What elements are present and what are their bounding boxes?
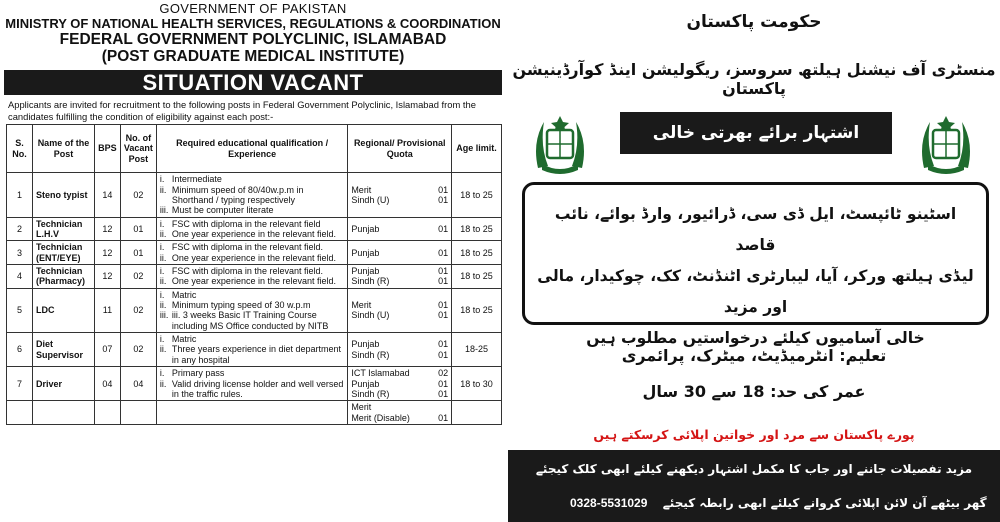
institute-heading: (POST GRADUATE MEDICAL INSTITUTE) [101,48,405,66]
quota-line [351,350,448,360]
qualification-text: Intermediate [171,174,222,185]
quota-region: Punjab [351,247,380,258]
qualification-number: ii. [159,252,167,263]
qualification-line [160,266,344,276]
table-row [7,173,502,217]
qualification-text: Minimum typing speed of 30 w.p.m [171,300,311,311]
quota-line [351,379,448,389]
urdu-title-box: اشتہار برائے بھرتی خالی آسامیاں [620,112,892,154]
quota-count: 02 [438,368,449,379]
quota-line [351,339,448,349]
cell-vacant [120,401,156,425]
cell-age [452,401,502,425]
quota-count: 01 [438,276,449,287]
quota-line [351,185,448,195]
quota-region: Sindh (R) [351,388,390,399]
cell-bps: 07 [94,333,120,367]
cell-age: 18 to 30 [452,367,502,401]
cell-bps [94,401,120,425]
cell-post [32,401,94,425]
quota-line [351,276,448,286]
col-header-quota: Regional/ Provisional Quota [348,125,452,173]
quota-region: Punjab [351,223,380,234]
qualification-text: FSC with diploma in the relevant field. [171,266,323,277]
cell-qualification [156,367,347,401]
table-body [7,173,502,425]
state-emblem-left-icon [530,112,590,174]
qualification-number: ii. [159,276,167,287]
quota-line [351,224,448,234]
qualification-line [160,219,344,229]
table-row [7,217,502,241]
qualification-number: ii. [159,300,167,311]
cell-quota [348,265,452,289]
cell-sno: 7 [7,367,33,401]
quota-region: Merit [351,402,372,413]
qualification-number: i. [159,368,165,379]
quota-line [351,402,448,412]
qualification-line [160,290,344,300]
ad-header [0,0,506,66]
urdu-contact-text: گھر بیٹھے آن لائن اپلائی کروانے کیلئے ابھی رابطہ کیجئے [662,496,987,510]
table-header-row [7,125,502,173]
cell-bps: 14 [94,173,120,217]
qualification-line [160,310,344,331]
quota-count: 01 [438,223,449,234]
qualification-line [160,334,344,344]
urdu-eligibility-note: پورے پاکستان سے مرد اور خواتین اپلائی کرسکتے ہیں [593,427,915,442]
quota-region: ICT Islamabad [351,368,410,379]
qualification-text: FSC with diploma in the relevant field. [171,242,323,253]
cell-vacant: 02 [120,333,156,367]
cell-qualification [156,265,347,289]
cell-vacant: 01 [120,217,156,241]
cell-post: LDC [32,288,94,332]
cell-bps: 11 [94,288,120,332]
cell-vacant: 02 [120,288,156,332]
col-header-age: Age limit. [452,125,502,173]
ministry-heading: MINISTRY OF NATIONAL HEALTH SERVICES, REGULATIONS & COORDINATION [5,15,501,31]
qualification-text: Three years experience in diet department in any hospital [171,344,341,365]
qualification-text: One year experience in the relevant field. [171,276,337,287]
cell-age: 18 to 25 [452,173,502,217]
cell-qualification [156,333,347,367]
cell-sno: 1 [7,173,33,217]
qualification-text: Primary pass [171,368,225,379]
quota-line [351,266,448,276]
col-header-sno: S. No. [7,125,33,173]
quota-region: Punjab [351,266,380,277]
quota-count: 01 [438,388,449,399]
cell-sno: 5 [7,288,33,332]
cell-post: Technician L.H.V [32,217,94,241]
qualification-text: Must be computer literate [171,205,274,216]
quota-count: 01 [438,339,449,350]
col-header-qualification: Required educational qualification / Experience [156,125,347,173]
cell-qualification [156,217,347,241]
qualification-text: One year experience in the relevant field. [171,229,337,240]
cell-age: 18 to 25 [452,265,502,289]
table-row [7,265,502,289]
qualification-text: One year experience in the relevant field. [171,252,337,263]
govt-heading: GOVERNMENT OF PAKISTAN [159,1,347,16]
cell-quota [348,217,452,241]
contact-phone[interactable]: 0328-5531029 [570,496,648,510]
cell-quota [348,333,452,367]
qualification-line [160,229,344,239]
qualification-text: Matric [171,334,197,345]
qualification-line [160,242,344,252]
quota-line [351,195,448,205]
qualification-line [160,368,344,378]
quota-region: Sindh (R) [351,276,390,287]
quota-count: 01 [438,310,449,321]
qualification-text: Minimum speed of 80/40w.p.m in Shorthand / typing respectively [171,184,304,205]
cell-vacant: 01 [120,241,156,265]
col-header-vacant: No. of Vacant Post [120,125,156,173]
quota-count: 01 [438,349,449,360]
cell-qualification [156,241,347,265]
urdu-ministry-heading: منسٹری آف نیشنل ہیلتھ سروسز، ریگولیشن اینڈ کوآرڈینیشن پاکستان [512,60,996,98]
vacancy-table [6,124,502,425]
quota-count: 01 [438,378,449,389]
quota-region: Punjab [351,339,380,350]
qualification-number: i. [159,242,165,253]
quota-region: Sindh (R) [351,349,390,360]
qualification-line [160,205,344,215]
cell-bps: 04 [94,367,120,401]
qualification-line [160,185,344,206]
quota-count: 01 [438,412,449,423]
cell-post: Technician (ENT/EYE) [32,241,94,265]
cell-bps: 12 [94,241,120,265]
quota-count: 01 [438,195,449,205]
urdu-posts-line: خالی آسامیوں کیلئے درخواستیں مطلوب ہیں [586,329,925,347]
cell-sno: 2 [7,217,33,241]
urdu-details-text: مزید تفصیلات جاننے اور جاب کا مکمل اشتہار دیکھنے کیلئے ابھی کلک کیجئے [535,462,973,476]
quota-count: 01 [438,266,449,277]
qualification-number: i. [159,266,165,277]
urdu-contact-bar [508,450,1000,522]
qualification-number: ii. [159,229,167,240]
table-row [7,288,502,332]
qualification-number: iii. [159,205,169,216]
qualification-number: ii. [159,378,167,389]
situation-vacant-banner: SITUATION VACANT [4,70,502,95]
qualification-number: ii. [159,344,167,355]
cell-quota [348,241,452,265]
table-row [7,401,502,425]
quota-line [351,368,448,378]
intro-paragraph: Applicants are invited for recruitment to the following posts in Federal Government Polyclinic, Islamabad from the candidates fulfilling the condition of eligibility against each post:- [8,98,476,122]
qualification-number: i. [159,334,165,345]
qualification-line [160,300,344,310]
cell-qualification [156,288,347,332]
cell-quota [348,288,452,332]
quota-line [351,413,448,423]
urdu-posts-box [522,182,989,347]
qualification-text: iii. 3 weeks Basic IT Training Course including MS Office conducted by NITB [171,310,329,331]
cell-post: Steno typist [32,173,94,217]
qualification-line [160,344,344,365]
cell-post: Driver [32,367,94,401]
qualification-line [160,253,344,263]
cell-quota [348,367,452,401]
quota-line [351,310,448,320]
qualification-text: Matric [171,289,197,300]
cell-post: Diet Supervisor [32,333,94,367]
qualification-number: ii. [159,184,167,195]
cell-bps: 12 [94,265,120,289]
quota-count: 01 [438,300,449,311]
table-row [7,333,502,367]
qualification-number: i. [159,174,165,185]
cell-age: 18 to 25 [452,217,502,241]
cell-qualification [156,173,347,217]
cell-vacant: 02 [120,173,156,217]
quota-region: Sindh (U) [351,310,390,321]
cell-age: 18 to 25 [452,288,502,332]
cell-sno: 3 [7,241,33,265]
cell-age: 18 to 25 [452,241,502,265]
cell-vacant: 02 [120,265,156,289]
quota-region: Punjab [351,378,380,389]
state-emblem-right-icon [916,112,976,174]
qualification-number: i. [159,218,165,229]
qualification-line [160,379,344,400]
quota-line [351,248,448,258]
cell-vacant: 04 [120,367,156,401]
quota-line [351,300,448,310]
qualification-text: Valid driving license holder and well versed in the traffic rules. [171,378,344,399]
cell-quota [348,401,452,425]
cell-sno: 6 [7,333,33,367]
quota-region: Merit [351,300,372,311]
cell-age: 18-25 [452,333,502,367]
cell-quota [348,173,452,217]
qualification-text: FSC with diploma in the relevant field [171,218,321,229]
institution-heading: FEDERAL GOVERNMENT POLYCLINIC, ISLAMABAD [59,31,447,49]
quota-count: 01 [438,247,449,258]
quota-region: Merit [351,184,372,195]
quota-region: Sindh (U) [351,195,390,205]
cell-post: Technician (Pharmacy) [32,265,94,289]
cell-qualification [156,401,347,425]
urdu-govt-heading: حکومت پاکستان [686,12,822,32]
qualification-number: iii. [159,310,169,321]
cell-sno: 4 [7,265,33,289]
qualification-number: i. [159,289,165,300]
quota-region: Merit (Disable) [351,412,410,423]
cell-bps: 12 [94,217,120,241]
quota-count: 01 [438,184,449,195]
col-header-post: Name of the Post [32,125,94,173]
urdu-posts-line: اسٹینو ٹائپسٹ، ایل ڈی سی، ڈرائیور، وارڈ بوائے، نائب قاصد [554,205,957,254]
urdu-education: تعلیم: انٹرمیڈیٹ، میٹرک، پرائمری [621,346,887,365]
qualification-line [160,174,344,184]
table-row [7,241,502,265]
quota-line [351,389,448,399]
cell-sno [7,401,33,425]
table-row [7,367,502,401]
col-header-bps: BPS [94,125,120,173]
urdu-advertisement [508,0,1000,522]
urdu-age-limit: عمر کی حد: 18 سے 30 سال [642,382,866,401]
urdu-posts-line: لیڈی ہیلتھ ورکر، آیا، لیبارٹری اٹنڈنٹ، کک، چوکیدار، مالی اور مزید [537,267,974,316]
qualification-line [160,276,344,286]
